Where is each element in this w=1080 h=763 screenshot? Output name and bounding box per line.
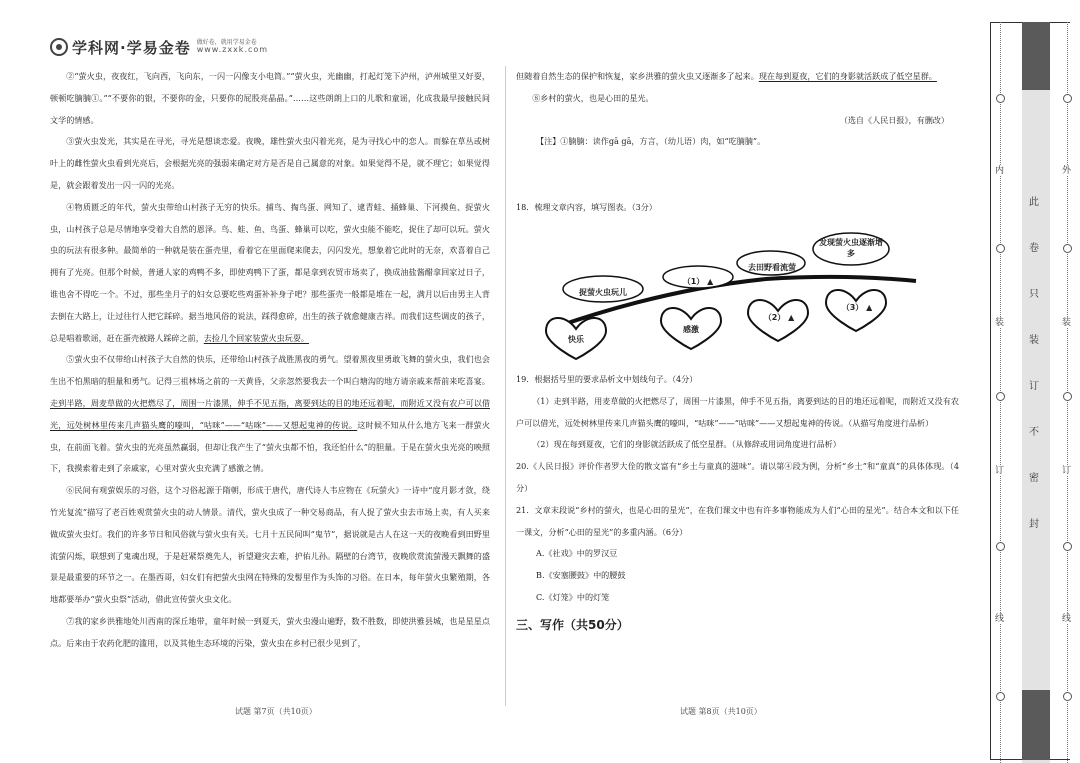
binding-circle	[1063, 392, 1072, 401]
diagram-box-field: 去田野看流萤	[748, 262, 796, 272]
diagram-blank-2: （2） ▲	[763, 312, 795, 322]
paragraph-7-continued: 但随着自然生态的保护和恢复，家乡洪雅的萤火虫又逐渐多了起来。现在每到夏夜，它们的身影就活跃成了低空星群。	[516, 71, 937, 81]
binding-notice-6: 不	[1029, 427, 1039, 438]
diagram-blank-1: （1） ▲	[682, 276, 714, 286]
binding-circle	[1063, 692, 1072, 701]
binding-label-ding-outer: 订	[1062, 466, 1072, 476]
binding-circle	[996, 692, 1005, 701]
binding-notice-2: 卷	[1029, 243, 1039, 254]
diagram-heart-thanks: 感激	[683, 324, 699, 334]
footer-left: 试题 第7页（共10页）	[235, 707, 317, 716]
annotation-note: 【注】①腩腩：读作gā gā，方言，（幼儿语）肉，如“吃腩腩”。	[536, 136, 766, 147]
section-title-writing: 三、写作（共50分）	[516, 617, 629, 632]
paragraph-7: ⑦我的家乡洪雅地处川西南的深丘地带，童年时候一到夏天，萤火虫漫山遍野，数不胜数，即使洪雅县城，也是星星点点。后来由于农药化肥的滥用，以及其他生态环境的污染，萤火虫在乡村已很少见到了，	[50, 615, 490, 648]
diagram-blank-3: （3） ▲	[841, 302, 873, 312]
footer-right: 试题 第8页（共10页）	[680, 707, 762, 716]
binding-circle	[1063, 94, 1072, 103]
paragraph-4: ④物质匮乏的年代，萤火虫带给山村孩子无穷的快乐。捕鸟、掏鸟蛋、网知了、逮青蛙、捅蜂巢、下河摸鱼、捉萤火虫，山村孩子总是尽情地享受着大自然的恩泽。鸟、蛙、鱼、鸟蛋、蜂巢可以吃，萤火虫能不能吃，捉住了却可以玩。萤火虫的玩法有很多种。最简单的一种就是装在蛋壳里，看着它在里面爬来爬去，闪闪发光，想象着它此时的无奈，欢喜着自己拥有了光亮。但那个时候，普通人家的鸡鸭不多，即使鸡鸭下了蛋，都是拿到农贸市场卖了，换成油盐酱醋拿回家过日子，谁也舍不得吃一个。不过，那些坐月子的妇女总要吃些鸡蛋补补身子吧？那些蛋壳一般都是堆在一起，满月以后由男主人背去倒在大路上，让过往行人把它踩碎。据当地风俗的说法，踩得愈碎，出生的孩子就愈健康吉祥。而我们这些调皮的孩子，总是唱着歌谣，赶在蛋壳被路人踩碎之前，去捡几个回家装萤火虫玩耍。	[50, 201, 490, 343]
question-21: 21．文章末段说“乡村的萤火，也是心田的星光”，在我们课文中也有许多事物能成为人们“心田的星光”。结合本文和以下任一课文，分析“心田的星光”的多重内涵。（6分）	[516, 504, 959, 537]
diagram-heart-happy: 快乐	[568, 334, 584, 344]
logo-icon	[50, 38, 68, 56]
binding-band	[1022, 22, 1050, 763]
binding-notice-1: 此	[1029, 197, 1039, 208]
paragraph-2: ②“萤火虫，夜夜红，飞向西，飞向东，一闪一闪像支小电筒。”“萤火虫，光幽幽，打起灯笼下泸州，泸州城里又好耍，顿顿吃腩腩①。”“不要你的银，不要你的金，只要你的屁股亮晶晶。”……这些朗朗上口的儿歌和童谣，化成我最早接触民间文学的情感。	[50, 71, 490, 125]
binding-circle	[996, 244, 1005, 253]
header	[50, 36, 268, 58]
binding-circle	[1063, 542, 1072, 551]
diagram-box-catch: 捉萤火虫玩儿	[579, 287, 627, 297]
binding-label-ding: 订	[995, 466, 1005, 476]
underlined-sentence: 现在每到夏夜，它们的身影就活跃成了低空星群。	[758, 71, 937, 81]
flow-diagram	[516, 219, 959, 369]
question-18: 18．梳理文章内容，填写图表。（3分）	[516, 202, 657, 213]
binding-label-zhuang: 装	[995, 318, 1005, 328]
option-b: B.《安塞腰鼓》中的腰鼓	[536, 570, 626, 581]
paragraph-3: ③萤火虫发光，其实是在寻光，寻光是想谈恋爱。夜晚，雄性萤火虫闪着光亮，是为寻找心中的恋人。而躲在草丛或树叶上的雌性萤火虫看到光亮后，会根据光亮的强弱来确定对方是否是自己属意的对象。如果觉得不是，就不理它；如果觉得是，就会跟着发出一闪一闪的光亮。	[50, 136, 490, 190]
logo-subtitle: 做好卷，就用学易金卷 www.zxxk.com	[196, 39, 269, 54]
binding-circle	[1063, 244, 1072, 253]
question-20: 20.《人民日报》评价作者罗大佺的散文富有“乡土与童真的滋味”。请以第④段为例，分析“乡土”和“童真”的具体体现。（4分）	[516, 461, 959, 493]
binding-notice-4: 装	[1029, 335, 1039, 346]
question-19-part-2: （2）现在每到夏夜，它们的身影就活跃成了低空星群。（从修辞或用词角度进行品析）	[532, 439, 841, 450]
column-divider	[505, 66, 506, 706]
logo-text: 学科网·学易金卷	[72, 38, 191, 57]
binding-dark-top	[1022, 22, 1050, 90]
binding-notice-8: 封	[1029, 519, 1039, 530]
binding-circle	[996, 542, 1005, 551]
right-column	[516, 66, 959, 637]
option-a: A.《社戏》中的罗汉豆	[536, 548, 618, 559]
binding-label-xian-outer: 线	[1062, 614, 1072, 624]
question-19-part-1: （1）走到半路，用麦草做的火把燃尽了，周围一片漆黑，伸手不见五指，离要到达的目的地还远着呢，而附近又没有农户可以借光，远处树林里传来几声猫头鹰的嚎叫，“咕咪”——“咕咪”——又想起鬼神的传说。（从描写角度进行品析）	[516, 395, 959, 428]
paragraph-5: ⑤萤火虫不仅带给山村孩子大自然的快乐，还带给山村孩子战胜黑夜的勇气。望着黑夜里勇敢飞舞的萤火虫，我们也会生出不怕黑暗的胆量和勇气。记得三祖林场之前的一天黄昏，父亲忽然要我去一个叫白塘沟的地方请亲戚来帮前来吃喜宴。走到半路，周麦草做的火把燃尽了，周围一片漆黑，伸手不见五指，离要到达的目的地还远着呢，而附近又没有农户可以借光，远处树林里传来几声猫头鹰的嚎叫，“咕咪”——“咕咪”——又想起鬼神的传说。这时候不知从什么地方飞来一群萤火虫，在前面飞着。萤火虫的光亮虽然赢弱，但却让我产生了“萤火虫都不怕，我还怕什么”的胆量。于是在萤火虫光亮的映照下，我摸索着走到了亲戚家，心里对萤火虫充满了感激之情。	[50, 354, 490, 474]
binding-circle	[996, 392, 1005, 401]
binding-circle	[996, 94, 1005, 103]
binding-notice-7: 密	[1029, 473, 1039, 484]
diagram-box-find: 发现萤火虫逐渐增多	[819, 237, 883, 258]
option-c: C.《灯笼》中的灯笼	[536, 591, 610, 602]
paragraph-8: ⑧乡村的萤火，也是心田的星光。	[532, 92, 654, 103]
left-column	[50, 66, 490, 655]
question-19: 19．根据括号里的要求品析文中划线句子。（4分）	[516, 373, 698, 384]
binding-label-outer: 外	[1062, 166, 1072, 176]
paragraph-6: ⑥民间有观萤娱乐的习俗，这个习俗起源于隋朝，形成于唐代，唐代诗人韦应物在《玩萤火》一诗中“度月影才敛，绕竹光复流”描写了老百姓观赏萤火虫的动人情景。清代，萤火虫成了一种交易商品，有人捉了萤火虫去市场上卖，有人买来做成萤火虫灯。我们的许多节日和风俗就与萤火虫有关。七月十五民间叫“鬼节”，据说就是古人在这一天的夜晚看到田野里流萤闪烁，联想到了鬼魂出现，于是赶紧祭奠先人，祈望避灾去难，护佑儿孙。隔壁的台湾节，夜晚欣赏流萤漫天飘舞的盛景是最重要的环节之一。在墨西哥，妇女们有把萤火虫网在特殊的发髻里作为头饰的习俗。在日本，每年萤火虫繁殖期，各地都要举办“萤火虫祭”活动，借此宣传萤火虫文化。	[50, 485, 490, 605]
source-note: （选自《人民日报》，有删改）	[839, 114, 949, 125]
binding-label-zhuang-outer: 装	[1062, 318, 1072, 328]
underlined-sentence: 走到半路，周麦草做的火把燃尽了，周围一片漆黑，伸手不见五指，离要到达的目的地还远着呢，而附近又没有农户可以借光，远处树林里传来几声猫头鹰的嚎叫，“咕咪”——“咕咪”——又想起鬼神的传说。	[50, 397, 490, 430]
binding-notice-3: 只	[1029, 289, 1039, 300]
binding-dark-bottom	[1022, 690, 1050, 760]
underlined-sentence: 去捡几个回家装萤火虫玩耍。	[203, 332, 310, 343]
binding-notice-5: 订	[1029, 381, 1039, 392]
binding-label-inner: 内	[995, 166, 1005, 176]
binding-label-xian: 线	[995, 614, 1005, 624]
